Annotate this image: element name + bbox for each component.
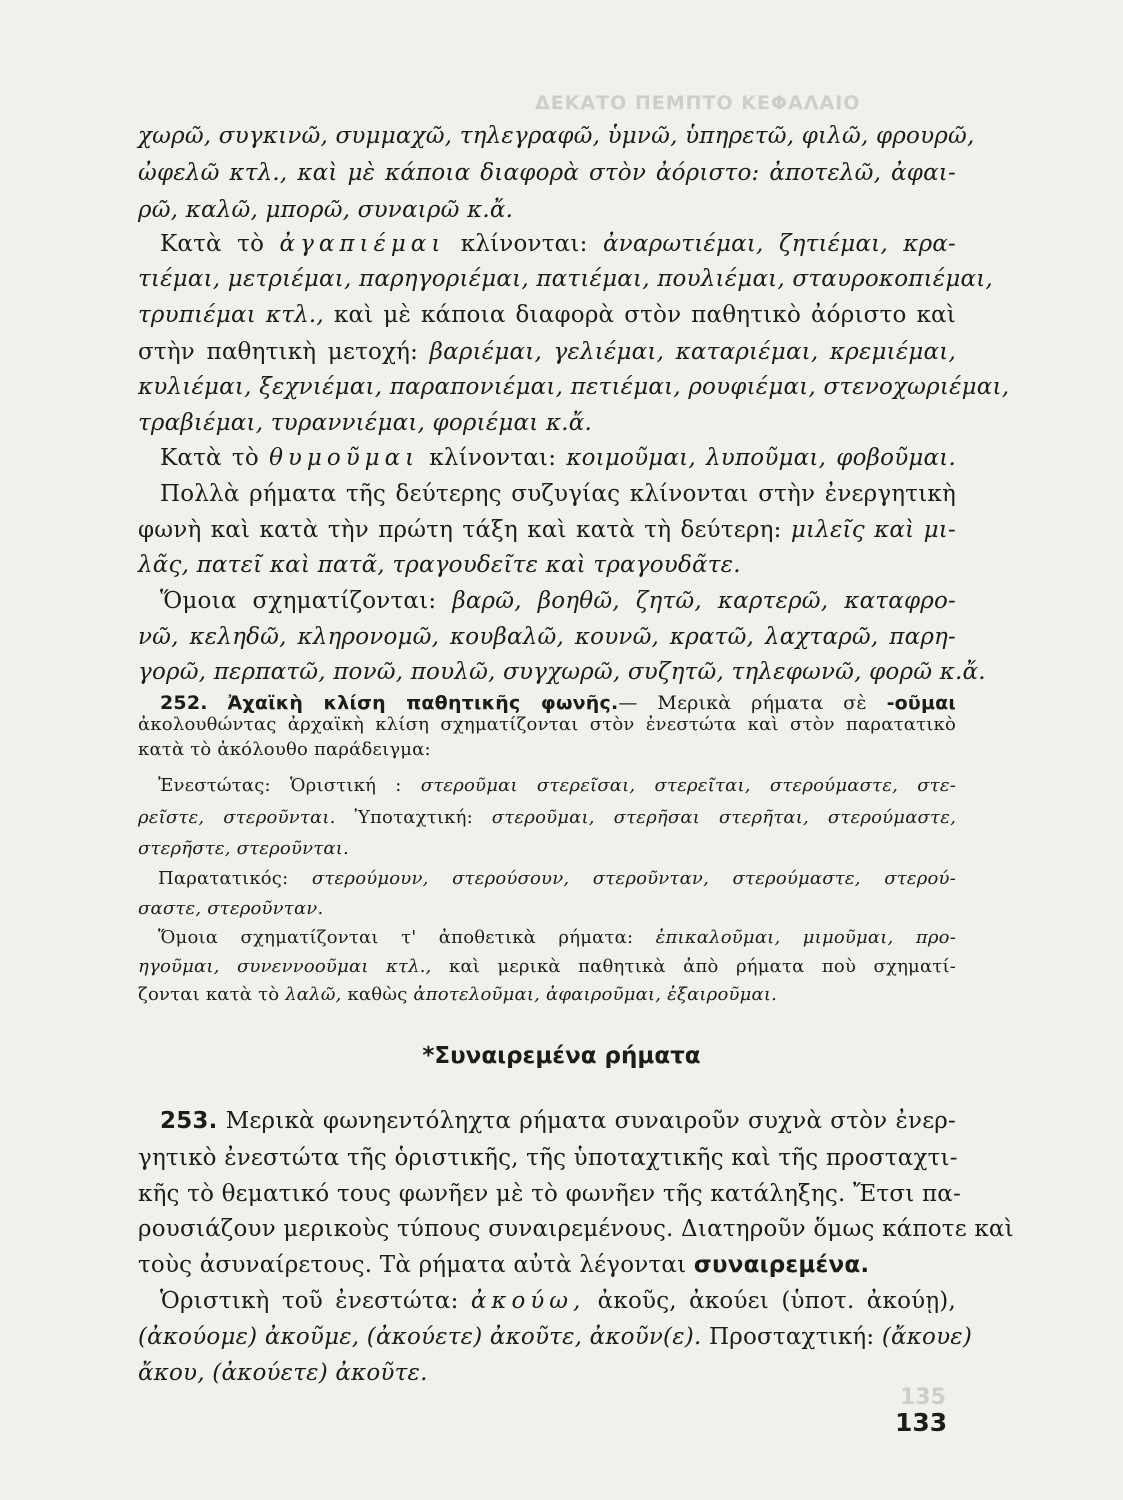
- text-line: ἀκολουθώντας ἀρχαϊκὴ κλίση σχηματίζονται στὸν ἐνεστώτα καὶ στὸν παρατατικὸ: [138, 714, 956, 735]
- text-line: ηγοῦμαι, συνεννοοῦμαι κτλ., καὶ μερικὰ παθητικὰ ἀπὸ ρήματα ποὺ σχηματί-: [138, 956, 957, 977]
- text-line: Κατὰ τὸ ἀγαπιέμαι κλίνονται: ἀναρωτιέμαι, ζητιέμαι, κρα-: [160, 231, 957, 257]
- text-line: Ἐνεστώτας: Ὁριστική : στεροῦμαι στερεῖσαι, στερεῖται, στερούμαστε, στε-: [158, 775, 956, 796]
- text-line: Πολλὰ ρήματα τῆς δεύτερης συζυγίας κλίνονται στὴν ἐνεργητικὴ: [160, 481, 956, 507]
- text-line: νῶ, κεληδῶ, κληρονομῶ, κουβαλῶ, κουνῶ, κρατῶ, λαχταρῶ, παρη-: [138, 624, 956, 650]
- text-line: ζονται κατὰ τὸ λαλῶ, καθὼς ἀποτελοῦμαι, ἀφαιροῦμαι, ἐξαιροῦμαι.: [138, 984, 778, 1005]
- bleed-through-header: ΔΕΚΑΤΟ ΠΕΜΠΤΟ ΚΕΦΑΛΑΙΟ: [535, 92, 861, 114]
- section-252-heading: 252. Ἀχαϊκὴ κλίση παθητικῆς φωνῆς.— Μερικὰ ρήματα σὲ -οῦμαι: [160, 692, 956, 714]
- text-line: ἄκου, (ἀκούετε) ἀκοῦτε.: [138, 1360, 428, 1386]
- text-line: ρῶ, καλῶ, μπορῶ, συναιρῶ κ.ἄ.: [138, 197, 514, 223]
- text-line: Ὅμοια σχηματίζονται τ' ἀποθετικὰ ρήματα: ἐπικαλοῦμαι, μιμοῦμαι, προ-: [158, 927, 956, 948]
- text-line: ρουσιάζουν μερικοὺς τύπους συναιρεμένους. Διατηροῦν ὅμως κάποτε καὶ: [138, 1216, 1014, 1242]
- page-number: 133: [895, 1408, 948, 1437]
- text-line: χωρῶ, συγκινῶ, συμμαχῶ, τηλεγραφῶ, ὑμνῶ, ὑπηρετῶ, φιλῶ, φρουρῶ,: [138, 123, 975, 149]
- section-heading: *Συναιρεμένα ρήματα: [422, 1043, 701, 1069]
- text-line: τρυπιέμαι κτλ., καὶ μὲ κάποια διαφορὰ στὸν παθητικὸ ἀόριστο καὶ: [138, 302, 956, 328]
- bleed-through-page-number: 135: [900, 1385, 946, 1410]
- text-line: τιέμαι, μετριέμαι, παρηγοριέμαι, πατιέμαι, πουλιέμαι, σταυροκοπιέμαι,: [138, 266, 993, 292]
- text-line: Ὅμοια σχηματίζονται: βαρῶ, βοηθῶ, ζητῶ, καρτερῶ, καταφρο-: [160, 588, 957, 614]
- text-line: Ὁριστικὴ τοῦ ἐνεστώτα: ἀκούω, ἀκοῦς, ἀκούει (ὑποτ. ἀκούῃ),: [160, 1288, 956, 1314]
- text-line: φωνὴ καὶ κατὰ τὴν πρώτη τάξη καὶ κατὰ τὴ δεύτερη: μιλεῖς καὶ μι-: [138, 517, 957, 543]
- text-line: κῆς τὸ θεματικό τους φωνῆεν μὲ τὸ φωνῆεν τῆς κατάληξης. Ἔτσι πα-: [138, 1181, 961, 1207]
- text-line: (ἀκούομε) ἀκοῦμε, (ἀκούετε) ἀκοῦτε, ἀκοῦν(ε). Προσταχτική: (ἄκουε): [138, 1324, 972, 1350]
- text-line: σαστε, στεροῦνταν.: [138, 898, 324, 919]
- text-line: Παρατατικός: στερούμουν, στερούσουν, στεροῦνταν, στερούμαστε, στερού-: [158, 868, 956, 889]
- text-line: στερῆστε, στεροῦνται.: [138, 838, 349, 859]
- text-line: γητικὸ ἐνεστώτα τῆς ὁριστικῆς, τῆς ὑποταχτικῆς καὶ τῆς προσταχτι-: [138, 1145, 958, 1171]
- text-line: 253. Μερικὰ φωνηεντόληχτα ρήματα συναιροῦν συχνὰ στὸν ἐνερ-: [160, 1108, 956, 1134]
- text-line: ὠφελῶ κτλ., καὶ μὲ κάποια διαφορὰ στὸν ἀόριστο: ἀποτελῶ, ἀφαι-: [138, 160, 956, 186]
- text-line: γορῶ, περπατῶ, πονῶ, πουλῶ, συγχωρῶ, συζητῶ, τηλεφωνῶ, φορῶ κ.ἄ.: [138, 659, 986, 685]
- section-number: 253.: [160, 1108, 218, 1134]
- text-line: ρεῖστε, στεροῦνται. Ὑποταχτική: στεροῦμαι, στερῆσαι στερῆται, στερούμαστε,: [138, 807, 956, 828]
- text-line: στὴν παθητικὴ μετοχή: βαριέμαι, γελιέμαι, καταριέμαι, κρεμιέμαι,: [138, 339, 956, 365]
- section-title: Ἀχαϊκὴ κλίση παθητικῆς φωνῆς.: [227, 692, 619, 714]
- text-line: κατὰ τὸ ἀκόλουθο παράδειγμα:: [138, 739, 431, 760]
- text-line: λᾶς, πατεῖ καὶ πατᾶ, τραγουδεῖτε καὶ τραγουδᾶτε.: [138, 552, 741, 578]
- text-line: τραβιέμαι, τυραννιέμαι, φοριέμαι κ.ἄ.: [138, 410, 593, 436]
- text-line: κυλιέμαι, ξεχνιέμαι, παραπονιέμαι, πετιέμαι, ρουφιέμαι, στενοχωριέμαι,: [138, 374, 1010, 400]
- section-number: 252.: [160, 692, 208, 714]
- text-line: Κατὰ τὸ θυμοῦμαι κλίνονται: κοιμοῦμαι, λυποῦμαι, φοβοῦμαι.: [160, 445, 956, 471]
- text-line: τοὺς ἀσυναίρετους. Τὰ ρήματα αὐτὰ λέγονται συναιρεμένα.: [138, 1252, 870, 1278]
